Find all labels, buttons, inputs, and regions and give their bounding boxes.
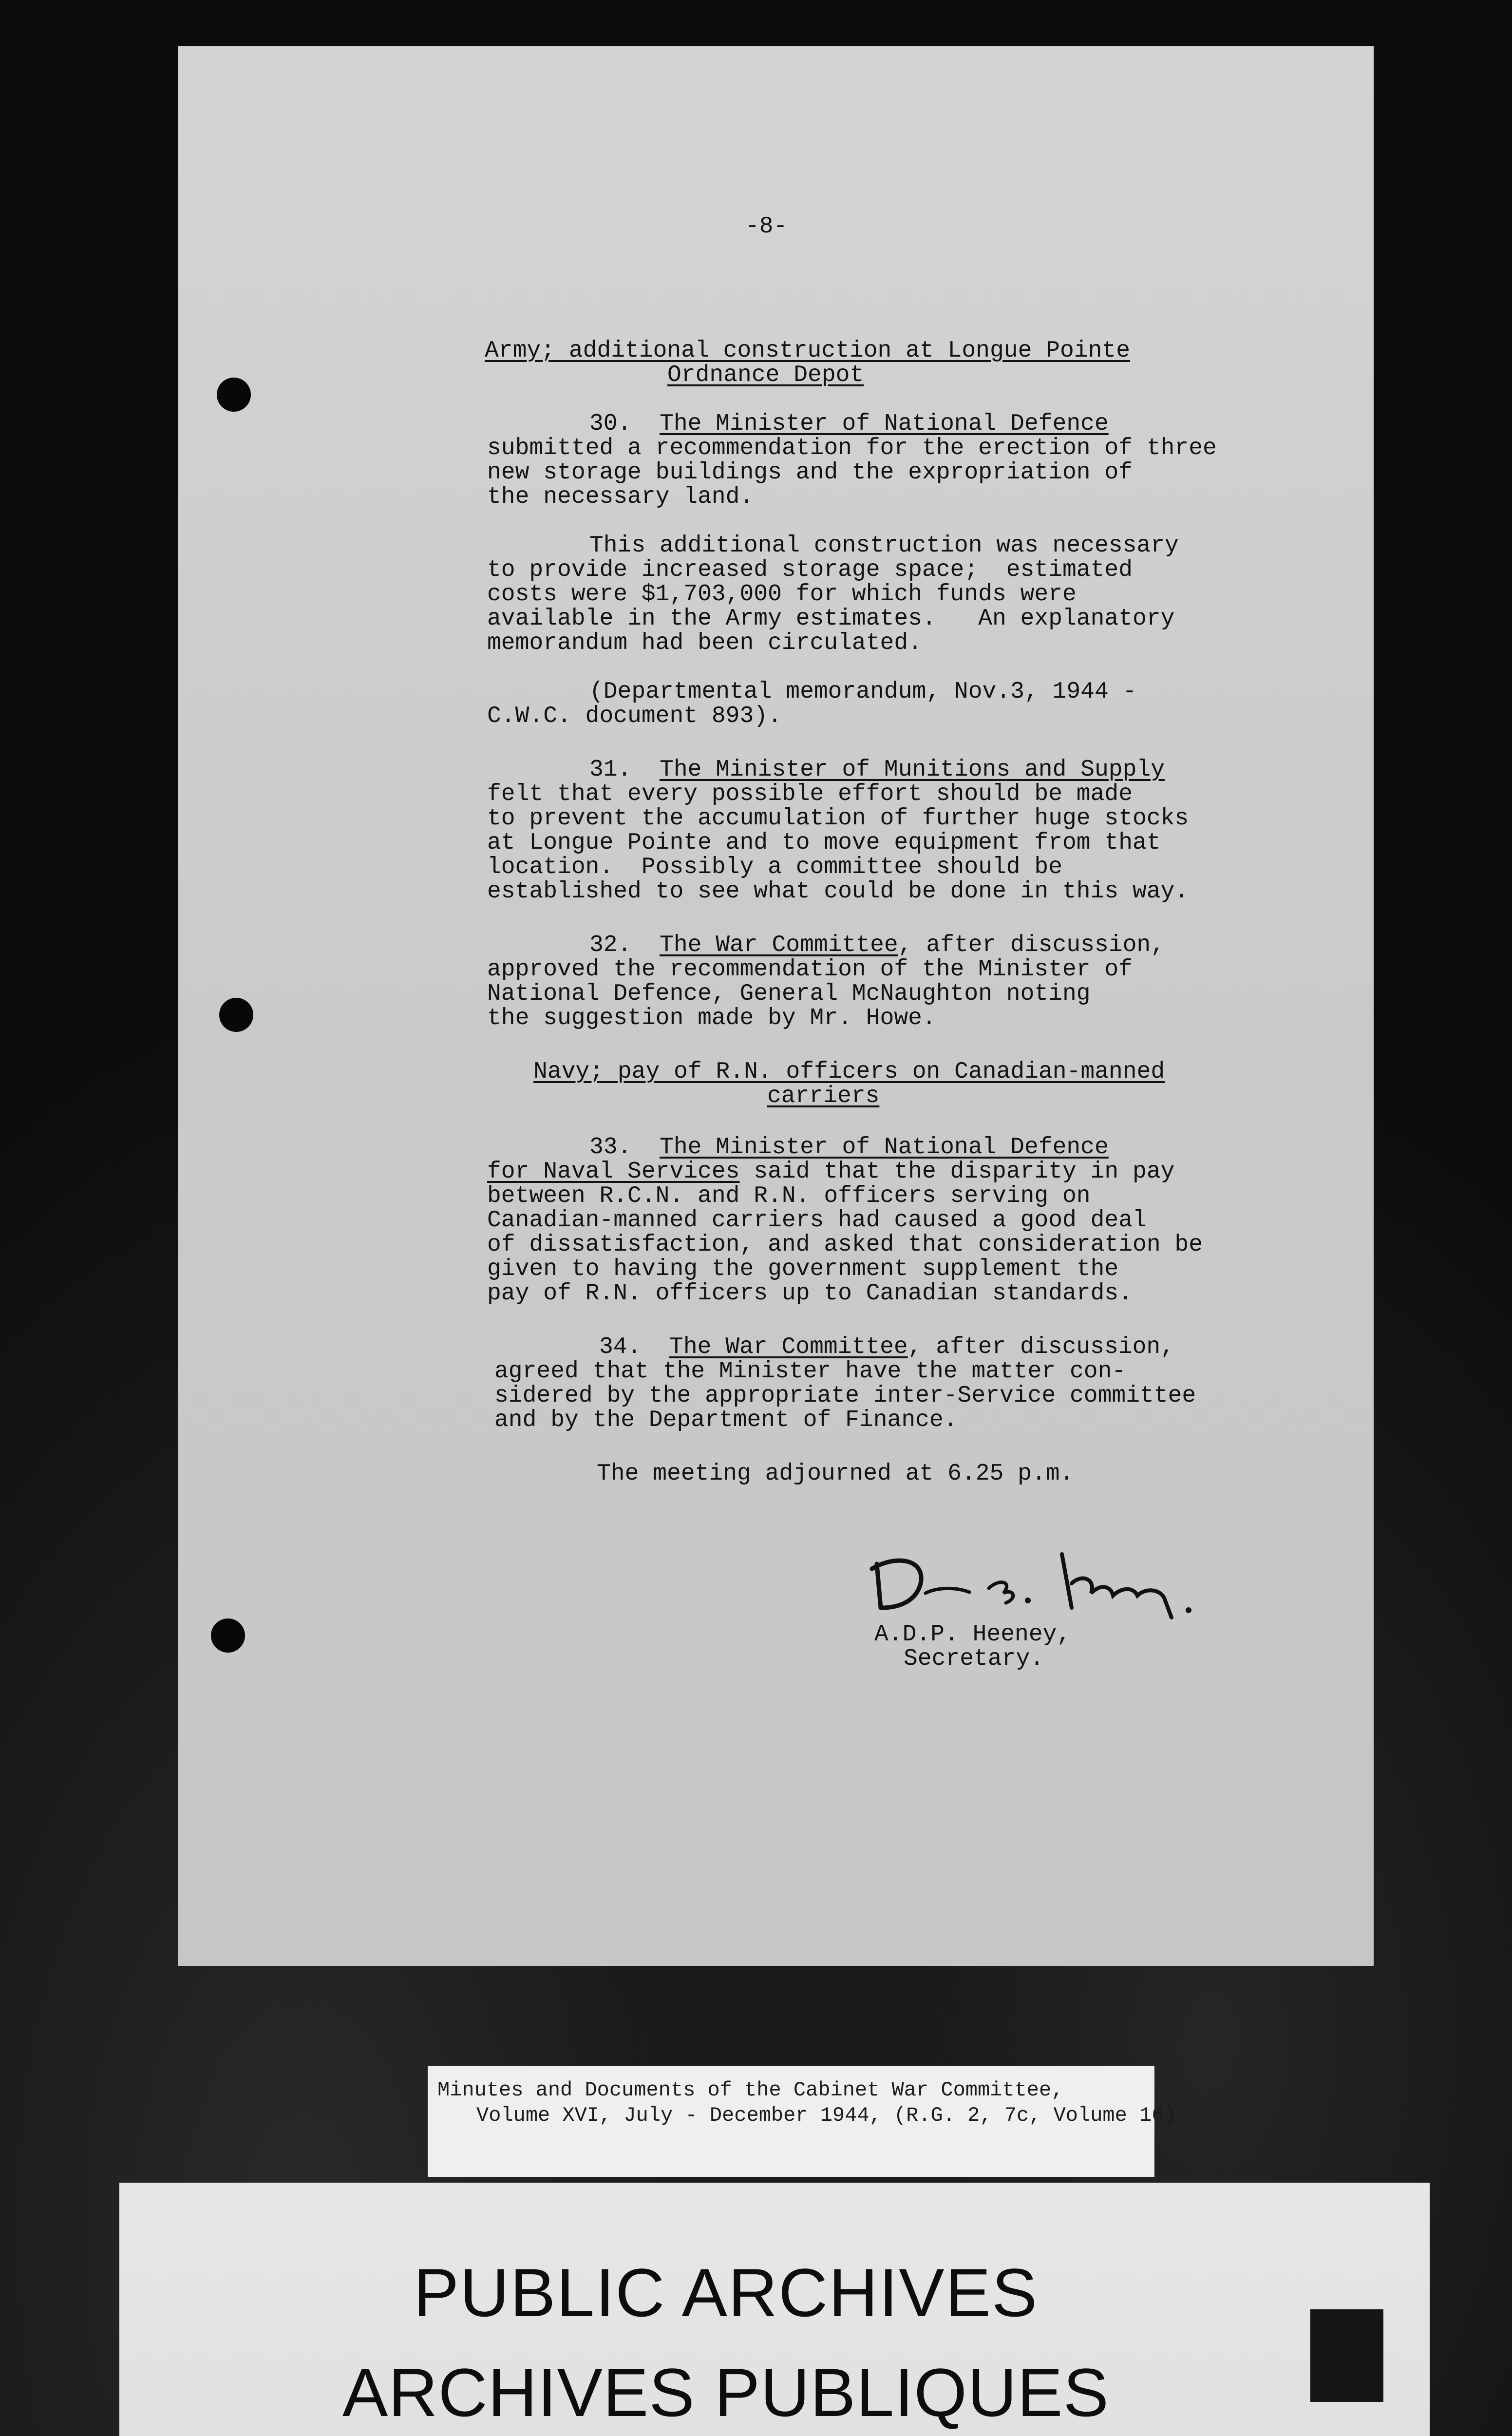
paragraph-30: [589, 412, 1109, 436]
citation-label: [428, 2066, 1176, 2177]
paragraph-subject: The War Committee: [660, 932, 898, 958]
paragraph-line: new storage buildings and the expropriation of: [487, 459, 1133, 486]
paragraph-subject-cont: for Naval Services: [487, 1159, 740, 1185]
paragraph-line: established to see what could be done in this way.: [487, 878, 1189, 905]
paragraph-line: and by the Department of Finance.: [494, 1407, 958, 1433]
paragraph-line: This additional construction was necessary: [589, 533, 1179, 559]
archive-title-en: PUBLIC ARCHIVES: [413, 2254, 1039, 2331]
adjournment-line: The meeting adjourned at 6.25 p.m.: [597, 1461, 1074, 1487]
paragraph-31: [589, 758, 1165, 782]
paragraph-line: available in the Army estimates. An explanatory: [487, 606, 1175, 632]
citation-line: Volume XVI, July - December 1944, (R.G. 2, 7c, Volume 16): [476, 2104, 1176, 2127]
paragraph-34: [599, 1335, 1174, 1359]
paragraph-line: the suggestion made by Mr. Howe.: [487, 1005, 936, 1031]
paragraph-line: felt that every possible effort should be made: [487, 781, 1133, 807]
paragraph-line: between R.C.N. and R.N. officers serving on: [487, 1183, 1091, 1209]
page-number: -8-: [745, 213, 788, 240]
paragraph-line: approved the recommendation of the Minister of: [487, 956, 1133, 983]
paragraph-line: location. Possibly a committee should be: [487, 854, 1062, 880]
punch-hole: [217, 378, 251, 412]
paragraph-number: 32.: [589, 932, 632, 958]
paragraph-line: at Longue Pointe and to move equipment from that: [487, 830, 1161, 856]
paragraph-subject-rest: , after discussion,: [907, 1334, 1175, 1360]
paragraph-subject: The War Committee: [669, 1334, 908, 1360]
paragraph-number: 31.: [589, 757, 632, 783]
paragraph-line: the necessary land.: [487, 484, 754, 510]
paragraph-33: [589, 1135, 1109, 1160]
punch-hole: [219, 998, 253, 1032]
paragraph-line: of dissatisfaction, and asked that consideration be: [487, 1232, 1203, 1258]
handwritten-signature: [867, 1535, 1198, 1627]
plate-tab: [1310, 2309, 1383, 2402]
section-heading-navy: Navy; pay of R.N. officers on Canadian-manned: [533, 1059, 1165, 1085]
paragraph-line: to prevent the accumulation of further huge stocks: [487, 805, 1189, 832]
paragraph-number: 34.: [599, 1334, 642, 1360]
paragraph-line: to provide increased storage space; estimated: [487, 557, 1133, 583]
paragraph-line: agreed that the Minister have the matter con-: [494, 1358, 1126, 1385]
paragraph-subject: The Minister of National Defence: [660, 411, 1109, 437]
reference-line: C.W.C. document 893).: [487, 703, 782, 729]
paragraph-line: National Defence, General McNaughton noting: [487, 981, 1091, 1007]
paragraph-number: 33.: [589, 1134, 632, 1161]
citation-line: Minutes and Documents of the Cabinet War Committee,: [437, 2078, 1064, 2102]
paragraph-line: sidered by the appropriate inter-Service committee: [494, 1383, 1196, 1409]
archive-title-fr: ARCHIVES PUBLIQUES: [342, 2354, 1109, 2431]
paragraph-line: costs were $1,703,000 for which funds were: [487, 581, 1077, 608]
paragraph-line: Canadian-manned carriers had caused a good deal: [487, 1207, 1147, 1234]
paragraph-line: submitted a recommendation for the erection of three: [487, 435, 1217, 461]
section-heading-army: Army; additional construction at Longue Pointe: [485, 338, 1131, 364]
paragraph-line: given to having the government supplement the: [487, 1256, 1119, 1282]
paragraph-line: [487, 1160, 1174, 1184]
reference-line: (Departmental memorandum, Nov.3, 1944 -: [589, 679, 1137, 705]
paragraph-number: 30.: [589, 411, 632, 437]
section-heading-navy-cont: carriers: [767, 1083, 880, 1109]
paragraph-subject: The Minister of Munitions and Supply: [660, 757, 1165, 783]
signatory-title: Secretary.: [904, 1646, 1044, 1672]
section-heading-army-cont: Ordnance Depot: [667, 362, 864, 388]
paragraph-32: [589, 933, 1165, 957]
paragraph-subject-rest: said that the disparity in pay: [739, 1159, 1175, 1185]
signatory-name: A.D.P. Heeney,: [874, 1621, 1071, 1648]
paragraph-line: pay of R.N. officers up to Canadian standards.: [487, 1280, 1133, 1307]
punch-hole: [211, 1618, 245, 1653]
paragraph-line: memorandum had been circulated.: [487, 630, 922, 656]
paragraph-subject: The Minister of National Defence: [660, 1134, 1109, 1161]
paragraph-subject-rest: , after discussion,: [898, 932, 1165, 958]
